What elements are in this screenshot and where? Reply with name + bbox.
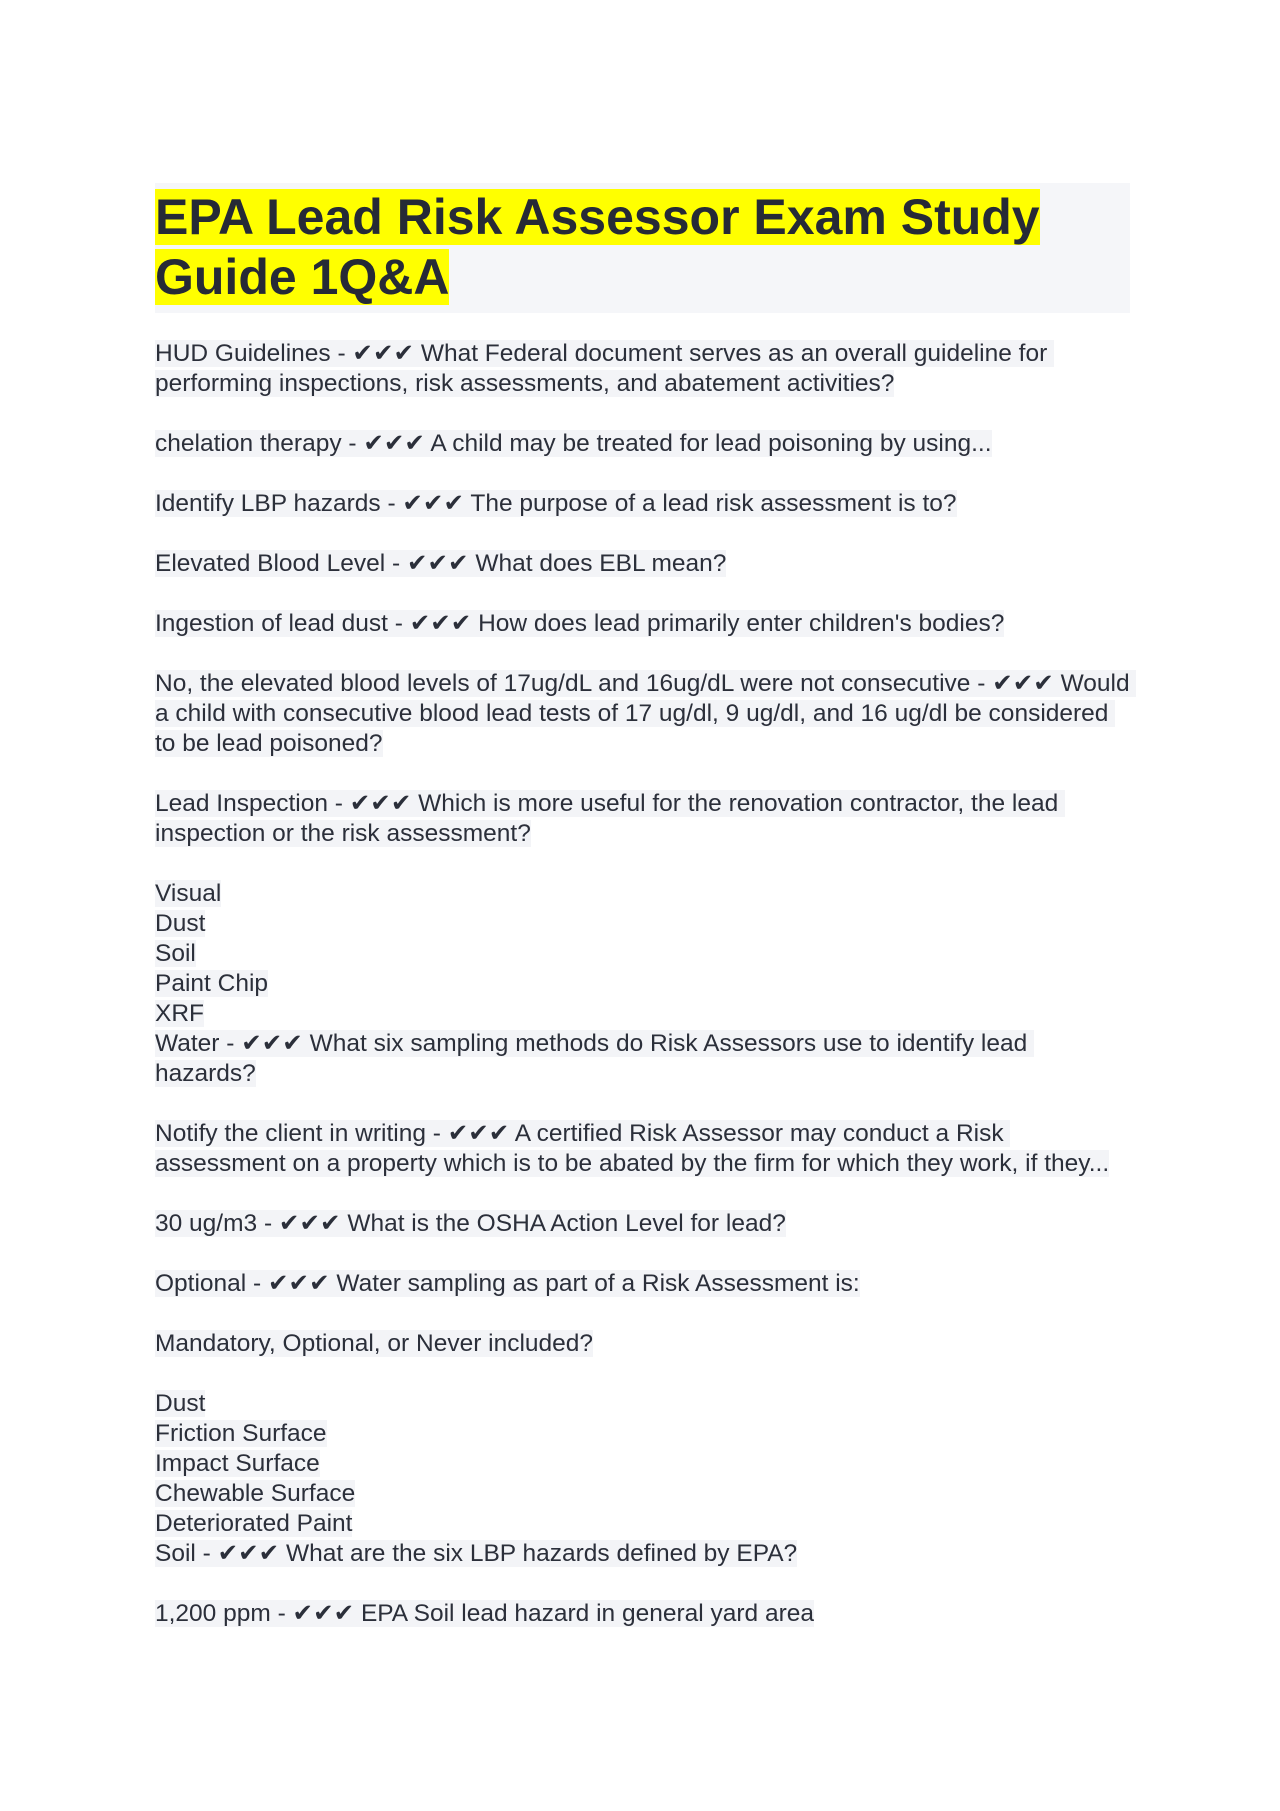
qa-item-8 <box>155 879 1130 1089</box>
qa-item-4 <box>155 549 1130 579</box>
qa-text: Dust Friction Surface Impact Surface Chewable Surface Deteriorated Paint Soil - ✔✔✔ What are the six LBP hazards defined by EPA? <box>155 1390 798 1567</box>
qa-item-14 <box>155 1599 1130 1629</box>
qa-item-12 <box>155 1329 1130 1359</box>
qa-item-13 <box>155 1389 1130 1569</box>
qa-text: 1,200 ppm - ✔✔✔ EPA Soil lead hazard in general yard area <box>155 1600 815 1627</box>
title-text: EPA Lead Risk Assessor Exam Study Guide 1Q&A <box>155 189 1040 305</box>
qa-text: Identify LBP hazards - ✔✔✔ The purpose of a lead risk assessment is to? <box>155 490 957 517</box>
document-page <box>155 183 1137 1659</box>
qa-item-3 <box>155 489 1130 519</box>
qa-item-11 <box>155 1269 1130 1299</box>
qa-text: chelation therapy - ✔✔✔ A child may be treated for lead poisoning by using... <box>155 430 992 457</box>
qa-text: Elevated Blood Level - ✔✔✔ What does EBL mean? <box>155 550 727 577</box>
qa-text: HUD Guidelines - ✔✔✔ What Federal document serves as an overall guideline for performing inspections, risk assessments, and abatement activities? <box>155 340 1055 397</box>
qa-text: Optional - ✔✔✔ Water sampling as part of a Risk Assessment is: <box>155 1270 860 1297</box>
qa-item-10 <box>155 1209 1130 1239</box>
qa-item-7 <box>155 789 1130 849</box>
qa-text: Mandatory, Optional, or Never included? <box>155 1330 594 1357</box>
title-block <box>155 183 1130 313</box>
qa-item-6 <box>155 669 1137 759</box>
qa-item-1 <box>155 339 1130 399</box>
qa-text: No, the elevated blood levels of 17ug/dL and 16ug/dL were not consecutive - ✔✔✔ Would a child with consecutive blood lead tests of 17 ug/dl, 9 ug/dl, and 16 ug/dl be considered to be lead poisoned? <box>155 670 1137 757</box>
qa-item-9 <box>155 1119 1130 1179</box>
qa-text: Notify the client in writing - ✔✔✔ A certified Risk Assessor may conduct a Risk assessment on a property which is to be abated by the firm for which they work, if they... <box>155 1120 1110 1177</box>
qa-item-5 <box>155 609 1130 639</box>
document-title <box>155 187 1130 307</box>
qa-text: Ingestion of lead dust - ✔✔✔ How does lead primarily enter children's bodies? <box>155 610 1005 637</box>
qa-text: Visual Dust Soil Paint Chip XRF Water - ✔✔✔ What six sampling methods do Risk Assessors use to identify lead hazards? <box>155 880 1034 1087</box>
qa-text: 30 ug/m3 - ✔✔✔ What is the OSHA Action Level for lead? <box>155 1210 786 1237</box>
qa-text: Lead Inspection - ✔✔✔ Which is more useful for the renovation contractor, the lead inspection or the risk assessment? <box>155 790 1066 847</box>
qa-item-2 <box>155 429 1130 459</box>
